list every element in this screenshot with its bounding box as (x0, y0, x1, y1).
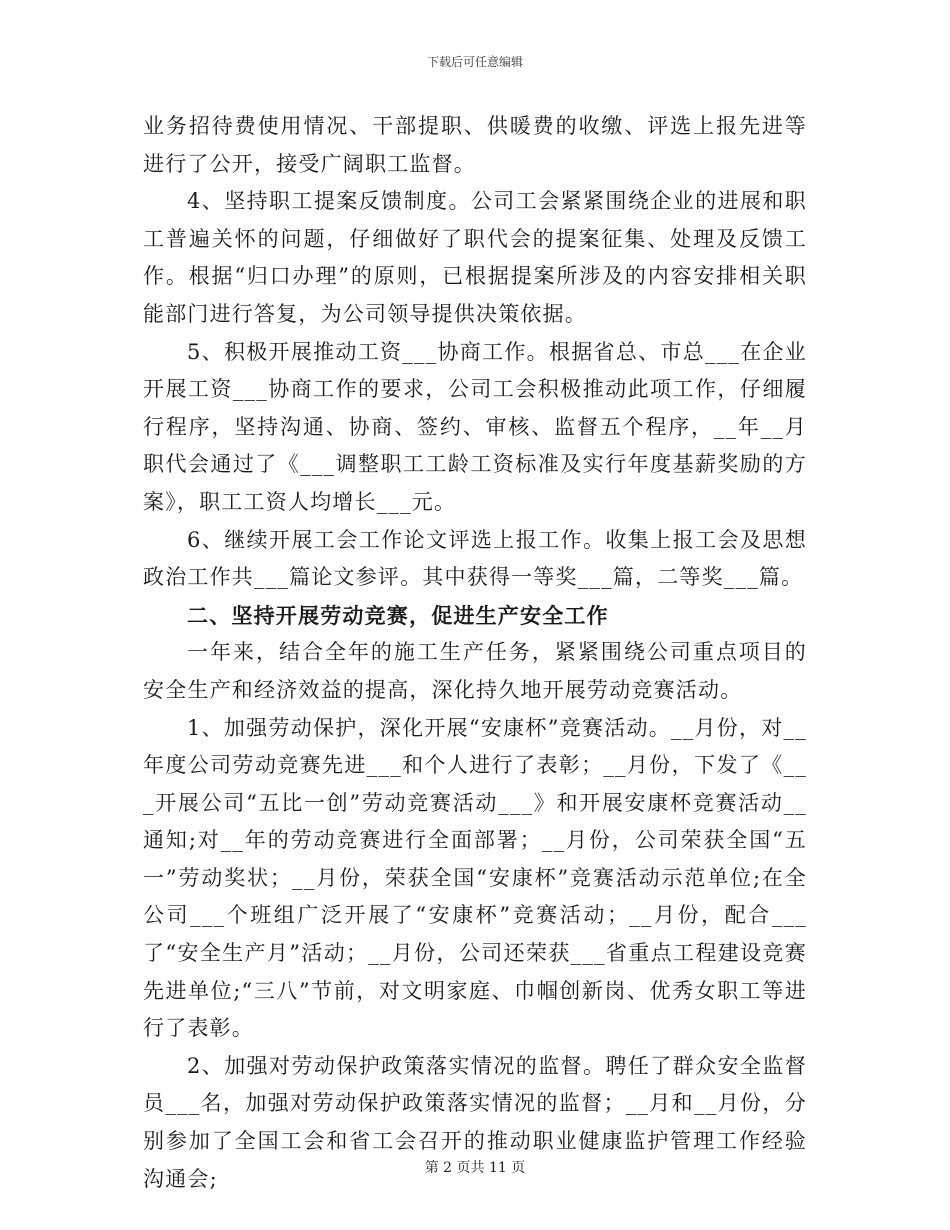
paragraph-item-5: 5、积极开展推动工资___协商工作。根据省总、市总___在企业开展工资___协商工作的要求，公司工会积极推动此项工作，仔细履行程序，坚持沟通、协商、签约、审核、监督五个程序，__年__月职代会通过了《___调整职工工龄工资标准及实行年度基薪奖励的方案》，职工工资人均增长___元。 (143, 339, 807, 514)
page-header: 下载后可任意编辑 (426, 55, 523, 69)
paragraph-item-4: 4、坚持职工提案反馈制度。公司工会紧紧围绕企业的进展和职工普遍关怀的问题，仔细做好了职代会的提案征集、处理及反馈工作。根据“归口办理”的原则，已根据提案所涉及的内容安排相关职能部门进行答复，为公司领导提供决策依据。 (143, 189, 807, 326)
document-body (143, 108, 807, 1198)
page-footer: 第 2 页共 11 页 (424, 1160, 526, 1176)
paragraph-item-2: 2、加强对劳动保护政策落实情况的监督。聘任了群众安全监督员___名，加强对劳动保护政策落实情况的监督；__月和__月份，分别参加了全国工会和省工会召开的推动职业健康监护管理工作经验沟通会; (143, 1053, 807, 1191)
paragraph-continuation: 业务招待费使用情况、干部提职、供暖费的收缴、评选上报先进等进行了公开，接受广阔职工监督。 (143, 114, 807, 176)
paragraph-section-intro: 一年来，结合全年的施工生产任务，紧紧围绕公司重点项目的安全生产和经济效益的提高，深化持久地开展劳动竞赛活动。 (143, 640, 807, 702)
paragraph-item-6: 6、继续开展工会工作论文评选上报工作。收集上报工会及思想政治工作共___篇论文参评。其中获得一等奖___篇，二等奖___篇。 (143, 527, 807, 590)
paragraph-item-1: 1、加强劳动保护，深化开展“安康杯”竞赛活动。__月份，对__年度公司劳动竞赛先进___和个人进行了表彰；__月份，下发了《___开展公司“五比一创”劳动竞赛活动___》和开展安康杯竞赛活动__通知;对__年的劳动竞赛进行全面部署；__月份，公司荣获全国“五一”劳动奖状；__月份，荣获全国“安康杯”竞赛活动示范单位;在全公司___个班组广泛开展了“安康杯”竞赛活动；__月份，配合___了“安全生产月”活动；__月份，公司还荣获___省重点工程建设竞赛先进单位;“三八”节前，对文明家庭、巾帼创新岗、优秀女职工等进行了表彰。 (143, 715, 807, 1041)
section-heading: 二、坚持开展劳动竞赛，促进生产安全工作 (187, 602, 609, 628)
